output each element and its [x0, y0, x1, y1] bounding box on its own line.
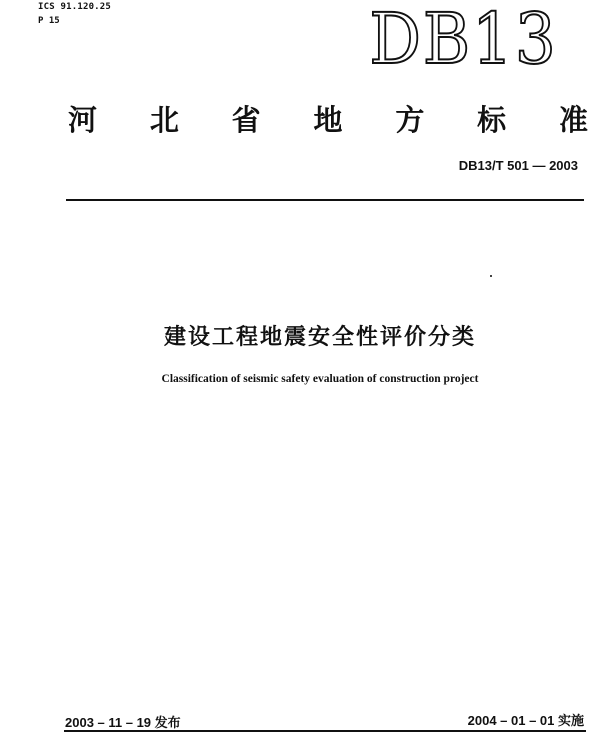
implementation-date: 2004 – 01 – 01 实施 [467, 713, 584, 728]
province-char: 准 [558, 103, 588, 137]
classification-code: P 15 [38, 16, 60, 26]
province-char: 方 [395, 103, 425, 137]
footer-divider [64, 730, 586, 732]
chinese-title: 建设工程地震安全性评价分类 [163, 325, 476, 350]
issue-date: 2003 – 11 – 19 发布 [65, 715, 181, 730]
province-standard-title [68, 98, 588, 139]
scan-speck [490, 275, 492, 277]
ics-code: ICS 91.120.25 [38, 2, 112, 12]
province-char: 省 [231, 103, 261, 137]
standard-number: DB13/T 501 — 2003 [458, 158, 578, 173]
province-char: 北 [149, 103, 179, 137]
province-char: 标 [477, 103, 507, 137]
province-char: 河 [68, 103, 98, 137]
province-char: 地 [313, 103, 343, 137]
db13-logo: DB13 [369, 0, 558, 80]
header-divider [66, 199, 584, 201]
english-title: Classification of seismic safety evaluation of construction project [161, 373, 479, 385]
